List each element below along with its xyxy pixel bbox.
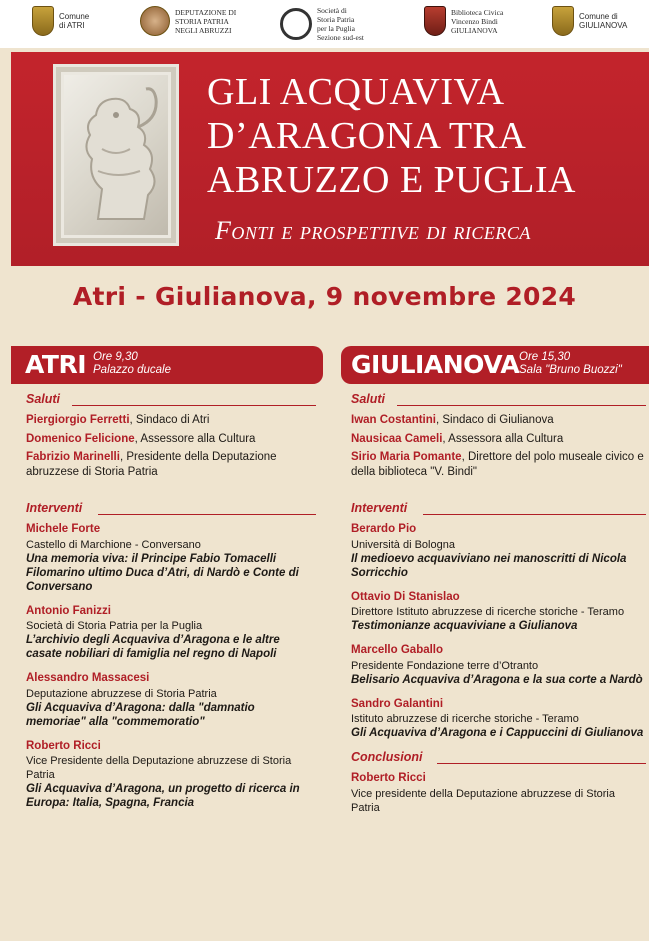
atri-time: Ore 9,30 <box>93 351 138 363</box>
speaker-role: , Direttore del polo museale civico e della biblioteca "V. Bindi" <box>351 451 644 478</box>
speaker-affiliation: Presidente Fondazione terre d’Otranto <box>351 659 539 672</box>
event-date: Atri - Giulianova, 9 novembre 2024 <box>72 282 577 311</box>
atri-crest-icon <box>32 6 54 36</box>
giulianova-program <box>351 392 646 825</box>
saluto-item <box>26 432 316 447</box>
city-giulianova: GIULIANOVA <box>351 350 520 379</box>
logo-societa-puglia <box>280 6 364 42</box>
atri-time-place <box>93 351 171 377</box>
speaker-name: Roberto Ricci <box>351 772 426 784</box>
speaker-role: , Assessore alla Cultura <box>134 432 256 445</box>
logo-text-deputazione: DEPUTAZIONE DI STORIA PATRIA NEGLI ABRUZZI <box>175 7 237 35</box>
atri-place: Palazzo ducale <box>93 364 171 376</box>
saluto-item <box>26 413 316 428</box>
giulianova-crest-icon <box>552 6 574 36</box>
logo-strip <box>0 0 649 48</box>
logo-text-atri: Comune di ATRI <box>59 12 90 30</box>
saluto-item <box>351 432 646 447</box>
banner-giulianova <box>341 346 649 384</box>
title-line-1: GLI ACQUAVIVA <box>207 71 505 113</box>
intervento-item <box>351 697 646 741</box>
logo-comune-giulianova <box>552 6 627 36</box>
deputazione-seal-icon <box>140 6 170 36</box>
giulianova-place: Sala "Bruno Buozzi" <box>519 364 622 376</box>
title-line-3: ABRUZZO E PUGLIA <box>207 159 576 201</box>
giulianova-interventi-label: Interventi <box>351 501 408 515</box>
divider <box>397 405 646 406</box>
logo-text-societa: Società di Storia Patria per la Puglia Sezione sud-est <box>317 6 364 42</box>
speaker-name: Berardo Pio <box>351 523 417 535</box>
title-line-2: D’ARAGONA TRA <box>207 115 527 157</box>
talk-title: Una memoria viva: il Principe Fabio Tomacelli Filomarino ultimo Duca d’Atri, di Nardò e Conte di Conversano <box>26 552 299 593</box>
intervento-item <box>351 643 646 687</box>
speaker-name: Nausicaa Cameli <box>351 432 443 445</box>
rampant-lion-icon <box>68 79 164 231</box>
speaker-name: Alessandro Massacesi <box>26 672 150 684</box>
intervento-item <box>26 671 316 729</box>
speaker-name: Ottavio Di Stanislao <box>351 590 460 603</box>
talk-title: Il medioevo acquaviviano nei manoscritti di Nicola Sorricchio <box>351 552 627 579</box>
speaker-affiliation: Società di Storia Patria per la Puglia <box>26 620 203 632</box>
logo-biblioteca <box>424 6 503 36</box>
talk-title: Belisario Acquaviva d’Aragona e la sua corte a Nardò <box>351 673 643 686</box>
giulianova-time: Ore 15,30 <box>519 351 571 363</box>
speaker-name: Fabrizio Marinelli <box>26 451 120 463</box>
atri-saluti-label: Saluti <box>26 392 61 406</box>
divider <box>72 405 316 406</box>
talk-title: Gli Acquaviva d’Aragona: dalla "damnatio memoriae" alla "commemoratio" <box>26 701 255 728</box>
speaker-role: , Assessora alla Cultura <box>442 432 564 445</box>
giulianova-saluti-heading <box>351 392 646 409</box>
header-banner <box>11 52 649 266</box>
talk-title: Testimonianze acquaviviane a Giulianova <box>351 620 578 632</box>
giulianova-conclusioni-heading <box>351 750 646 767</box>
saluto-item <box>351 413 646 428</box>
speaker-affiliation: Direttore Istituto abruzzese di ricerche storiche - Teramo <box>351 606 625 618</box>
speaker-affiliation: Deputazione abruzzese di Storia Patria <box>26 687 217 700</box>
divider <box>437 763 646 764</box>
speaker-name: Piergiorgio Ferretti <box>26 414 130 426</box>
biblioteca-crest-icon <box>424 6 446 36</box>
speaker-affiliation: Vice presidente della Deputazione abruzzese di Storia Patria <box>351 787 615 814</box>
speaker-name: Michele Forte <box>26 523 101 535</box>
speaker-name: Sandro Galantini <box>351 697 444 710</box>
banner-atri <box>11 346 323 384</box>
speaker-name: Roberto Ricci <box>26 739 101 752</box>
atri-interventi-heading <box>26 501 316 518</box>
intervento-item <box>351 590 646 634</box>
talk-title: Gli Acquaviva d’Aragona, un progetto di ricerca in Europa: Italia, Spagna, Francia <box>26 783 300 809</box>
speaker-role: , Presidente della Deputazione abruzzese di Storia Patria <box>26 451 277 478</box>
speaker-role: , Sindaco di Atri <box>129 414 210 426</box>
lion-relief-image <box>53 64 179 246</box>
logo-comune-atri <box>32 6 89 36</box>
intervento-item <box>351 522 646 580</box>
speaker-name: Marcello Gaballo <box>351 644 444 656</box>
speaker-affiliation: Castello di Marchione - Conversano <box>26 538 201 551</box>
talk-title: L’archivio degli Acquaviva d’Aragona e le altre casate nobiliari di famiglia nel regno di Napoli <box>26 634 280 660</box>
speaker-affiliation: Vice Presidente della Deputazione abruzzese di Storia Patria <box>26 755 292 781</box>
saluto-item <box>26 450 316 479</box>
event-subtitle: Fonti e prospettive di ricerca <box>215 216 531 245</box>
speaker-affiliation: Istituto abruzzese di ricerche storiche - Teramo <box>351 713 579 725</box>
atri-program <box>26 392 316 820</box>
speaker-name: Antonio Fanizzi <box>26 604 111 617</box>
conclusioni-item <box>351 771 646 815</box>
event-title <box>207 70 647 202</box>
talk-title: Gli Acquaviva d’Aragona e i Cappuccini di Giulianova <box>351 727 644 739</box>
societa-seal-icon <box>280 8 312 40</box>
logo-text-giulianova: Comune di GIULIANOVA <box>579 12 628 30</box>
speaker-role: , Sindaco di Giulianova <box>435 414 554 426</box>
logo-text-biblioteca: Biblioteca Civica Vincenzo Bindi GIULIANOVA <box>451 7 504 35</box>
speaker-name: Sirio Maria Pomante <box>351 451 462 463</box>
atri-saluti-heading <box>26 392 316 409</box>
intervento-item <box>26 604 316 662</box>
giulianova-interventi-heading <box>351 501 646 518</box>
intervento-item <box>26 522 316 594</box>
speaker-affiliation: Università di Bologna <box>351 538 455 551</box>
divider <box>423 514 646 515</box>
conclusioni-label: Conclusioni <box>351 750 423 764</box>
divider <box>98 514 316 515</box>
giulianova-saluti-label: Saluti <box>351 392 386 406</box>
logo-deputazione <box>140 6 236 36</box>
atri-interventi-label: Interventi <box>26 501 83 515</box>
city-atri: ATRI <box>25 350 87 379</box>
saluto-item <box>351 450 646 479</box>
speaker-name: Iwan Costantini <box>351 414 436 426</box>
giulianova-time-place <box>519 351 622 377</box>
intervento-item <box>26 739 316 811</box>
speaker-name: Domenico Felicione <box>26 432 135 445</box>
